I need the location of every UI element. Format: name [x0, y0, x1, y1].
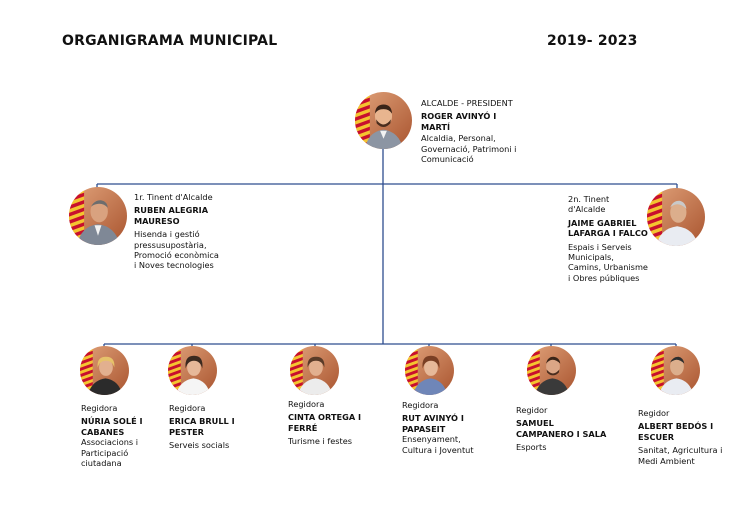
- mayor-info: [421, 98, 521, 164]
- councillor-3-role: Regidora: [288, 399, 325, 409]
- deputy-2-portfolio: Espais i Serveis Municipals, Camins, Urbanisme i Obres públiques: [568, 241, 648, 283]
- councillor-4-role: Regidora: [402, 400, 439, 410]
- deputy-1-role: 1r. Tinent d'Alcalde: [134, 192, 213, 202]
- councillor-5-role: Regidor: [516, 405, 548, 415]
- councillor-2-name: ERICA BRULL I PESTER: [169, 416, 235, 437]
- mayor-name: ROGER AVINYÓ I MARTÍ: [421, 111, 497, 132]
- deputy-1-info: [134, 192, 219, 271]
- councillor-1-name: NÚRIA SOLÉ I CABANES: [81, 416, 143, 437]
- councillor-1-portrait: [80, 346, 129, 395]
- councillor-3-name: CINTA ORTEGA I FERRÉ: [288, 412, 362, 433]
- councillor-4-portrait: [405, 346, 454, 395]
- mayor-portrait: [355, 92, 412, 149]
- councillor-1-info: [81, 403, 151, 468]
- councillor-5-name: SAMUEL CAMPANERO I SALA: [516, 418, 607, 439]
- deputy-2-name: JAIME GABRIEL LAFARGA I FALCO: [568, 217, 648, 239]
- mayor-role: ALCALDE - PRESIDENT: [421, 98, 513, 108]
- councillor-3-portfolio: Turisme i festes: [288, 436, 353, 447]
- councillor-4-name: RUT AVINYÓ I PAPASEIT: [402, 413, 464, 434]
- deputy-2-info: [568, 194, 648, 283]
- councillor-3-info: [288, 399, 363, 447]
- councillor-2-portfolio: Serveis socials: [169, 440, 230, 451]
- councillor-3-portrait: [290, 346, 339, 395]
- mayor-portfolio: Alcaldia, Personal, Governació, Patrimoni i Comunicació: [421, 133, 517, 165]
- councillor-1-portfolio: Associacions i Participació ciutadana: [81, 437, 139, 469]
- deputy-2-portrait: [647, 188, 705, 246]
- councillor-4-info: [402, 400, 477, 455]
- councillor-6-portfolio: Sanitat, Agricultura i Medi Ambient: [638, 445, 723, 466]
- deputy-1-name: RUBEN ALEGRIA MAURESO: [134, 205, 209, 226]
- term-period: 2019- 2023: [547, 33, 638, 49]
- councillor-4-portfolio: Ensenyament, Cultura i Joventut: [402, 434, 474, 455]
- deputy-1-portrait: [69, 187, 127, 245]
- councillor-2-portrait: [168, 346, 217, 395]
- councillor-5-info: [516, 405, 611, 453]
- councillor-6-info: [638, 408, 728, 466]
- page-title: ORGANIGRAMA MUNICIPAL: [62, 33, 278, 49]
- councillor-6-role: Regidor: [638, 408, 670, 418]
- councillor-2-role: Regidora: [169, 403, 206, 413]
- councillor-6-portrait: [651, 346, 700, 395]
- deputy-2-role: 2n. Tinent d'Alcalde: [568, 194, 610, 215]
- councillor-5-portfolio: Esports: [516, 442, 547, 453]
- councillor-5-portrait: [527, 346, 576, 395]
- deputy-1-portfolio: Hisenda i gestió pressusupostària, Promoció econòmica i Noves tecnologies: [134, 229, 219, 271]
- councillor-1-role: Regidora: [81, 403, 118, 413]
- councillor-2-info: [169, 403, 239, 451]
- councillor-6-name: ALBERT BEDÓS I ESCUER: [638, 421, 714, 442]
